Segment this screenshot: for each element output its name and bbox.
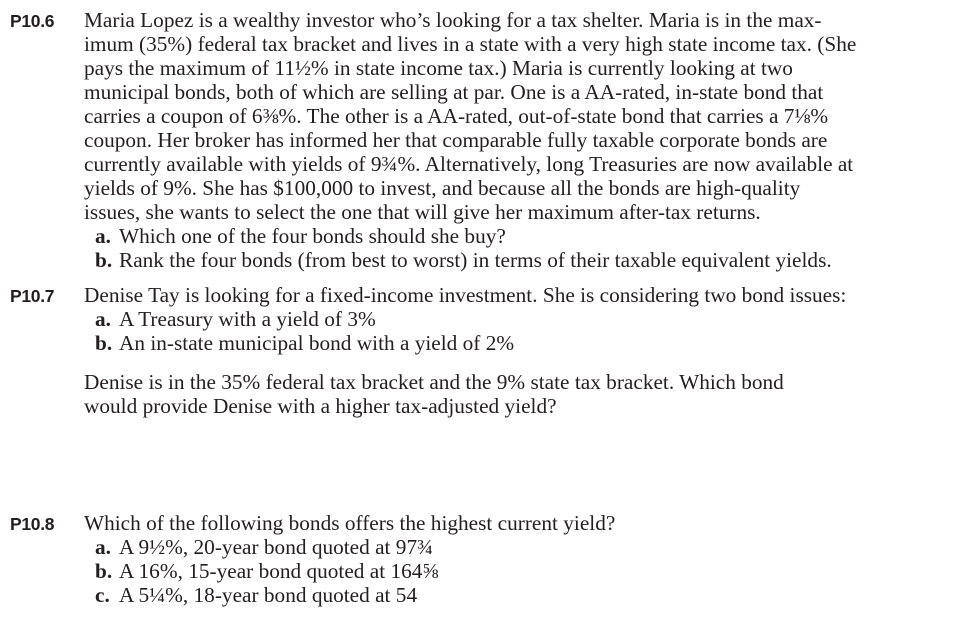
text-line: would provide Denise with a higher tax-adjusted yield?: [84, 394, 557, 418]
text-line: issues, she wants to select the one that will give her maximum after-tax returns.: [84, 200, 761, 224]
item-label: c.: [95, 583, 110, 607]
list-item: [95, 331, 970, 355]
text-line: Which of the following bonds offers the highest current yield?: [84, 511, 616, 535]
item-text: A 9½%, 20-year bond quoted at 97¾: [119, 535, 434, 559]
item-text: Which one of the four bonds should she buy?: [119, 224, 506, 248]
problem-intro: [84, 511, 970, 535]
text-line: coupon. Her broker has informed her that comparable fully taxable corporate bonds are: [84, 128, 828, 152]
text-line: municipal bonds, both of which are selling at par. One is a AA-rated, in-state bond that: [84, 80, 824, 104]
text-line: yields of 9%. She has $100,000 to invest, and because all the bonds are high-quality: [84, 176, 801, 200]
text-line: Maria Lopez is a wealthy investor who’s looking for a tax shelter. Maria is in the max-: [84, 8, 822, 32]
problem-intro: [84, 283, 970, 307]
item-label: b.: [95, 559, 113, 583]
item-text: A Treasury with a yield of 3%: [119, 307, 376, 331]
item-label: b.: [95, 331, 113, 355]
text-line: pays the maximum of 11½% in state income tax.) Maria is currently looking at two: [84, 56, 793, 80]
item-label: a.: [95, 224, 111, 248]
problem-text: [84, 8, 970, 224]
text-line: Denise Tay is looking for a fixed-income investment. She is considering two bond issues:: [84, 283, 847, 307]
item-text: An in-state municipal bond with a yield of 2%: [119, 331, 515, 355]
problem-number: P10.7: [10, 286, 55, 306]
text-line: currently available with yields of 9¾%. Alternatively, long Treasuries are now available at: [84, 152, 854, 176]
problem-number: P10.8: [10, 514, 55, 534]
list-item: [95, 307, 970, 331]
item-text: A 16%, 15-year bond quoted at 164⅝: [119, 559, 439, 583]
item-text: A 5¼%, 18-year bond quoted at 54: [119, 583, 418, 607]
problem-number: P10.6: [10, 11, 55, 31]
item-label: a.: [95, 307, 111, 331]
list-item: [95, 559, 970, 583]
list-item: [95, 535, 970, 559]
item-text: Rank the four bonds (from best to worst) in terms of their taxable equivalent yields.: [119, 248, 832, 272]
text-line: imum (35%) federal tax bracket and lives in a state with a very high state income tax. (She: [84, 32, 857, 56]
list-item: [95, 583, 970, 607]
problem-followup: [84, 370, 970, 418]
list-item: [95, 224, 970, 248]
item-label: b.: [95, 248, 113, 272]
list-item: [95, 248, 970, 272]
item-label: a.: [95, 535, 111, 559]
text-line: carries a coupon of 6⅜%. The other is a AA-rated, out-of-state bond that carries a 7⅛%: [84, 104, 829, 128]
text-line: Denise is in the 35% federal tax bracket and the 9% state tax bracket. Which bond: [84, 370, 784, 394]
